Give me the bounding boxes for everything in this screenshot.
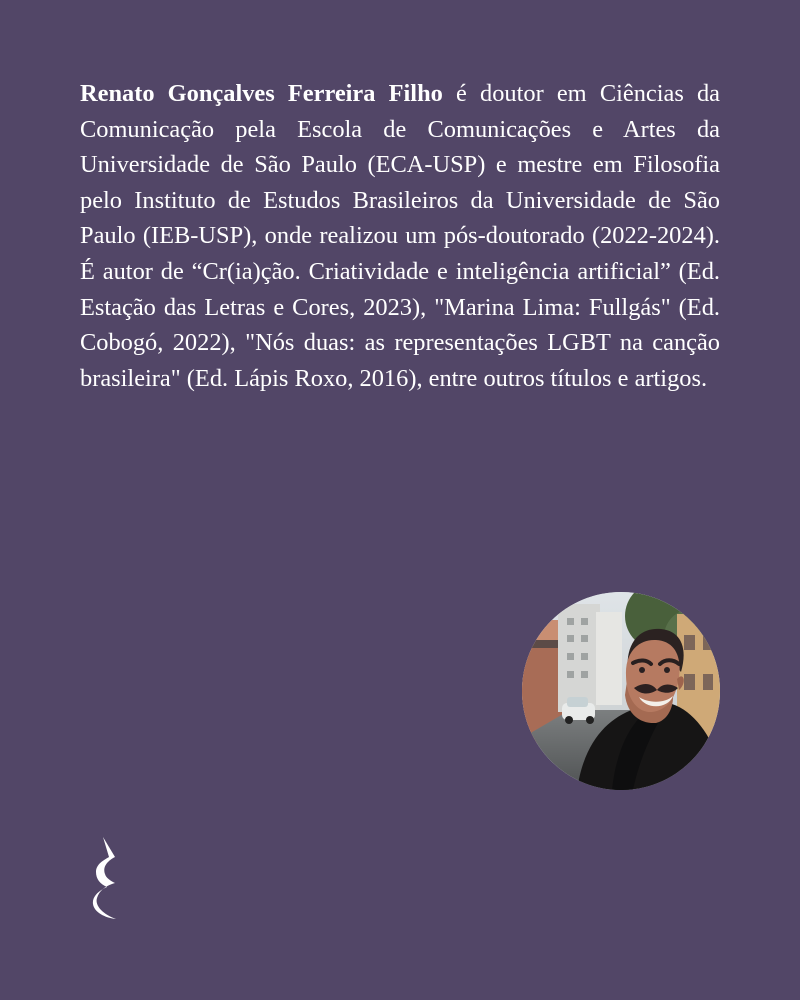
quarter-rest-logo-icon: [88, 836, 122, 920]
author-bio-text: é doutor em Ciências da Comunicação pela Escola de Comunicações e Artes da Universidade de São Paulo (ECA-USP) e mestre em Filosofia pelo Instituto de Estudos Brasileiros da Universidade de São Paulo (IEB-USP), onde realizou um pós-doutorado (2022-2024). É autor de “Cr(ia)ção. Criatividade e inteligência artificial” (Ed. Estação das Letras e Cores, 2023), "Marina Lima: Fullgás" (Ed. Cobogó, 2022), "Nós duas: as representações LGBT na canção brasileira" (Ed. Lápis Roxo, 2016), entre outros títulos e artigos.: [80, 80, 720, 392]
author-photo: [522, 592, 720, 790]
publisher-logo: [88, 836, 122, 920]
author-name: Renato Gonçalves Ferreira Filho: [80, 80, 443, 107]
author-bio: [80, 76, 720, 396]
